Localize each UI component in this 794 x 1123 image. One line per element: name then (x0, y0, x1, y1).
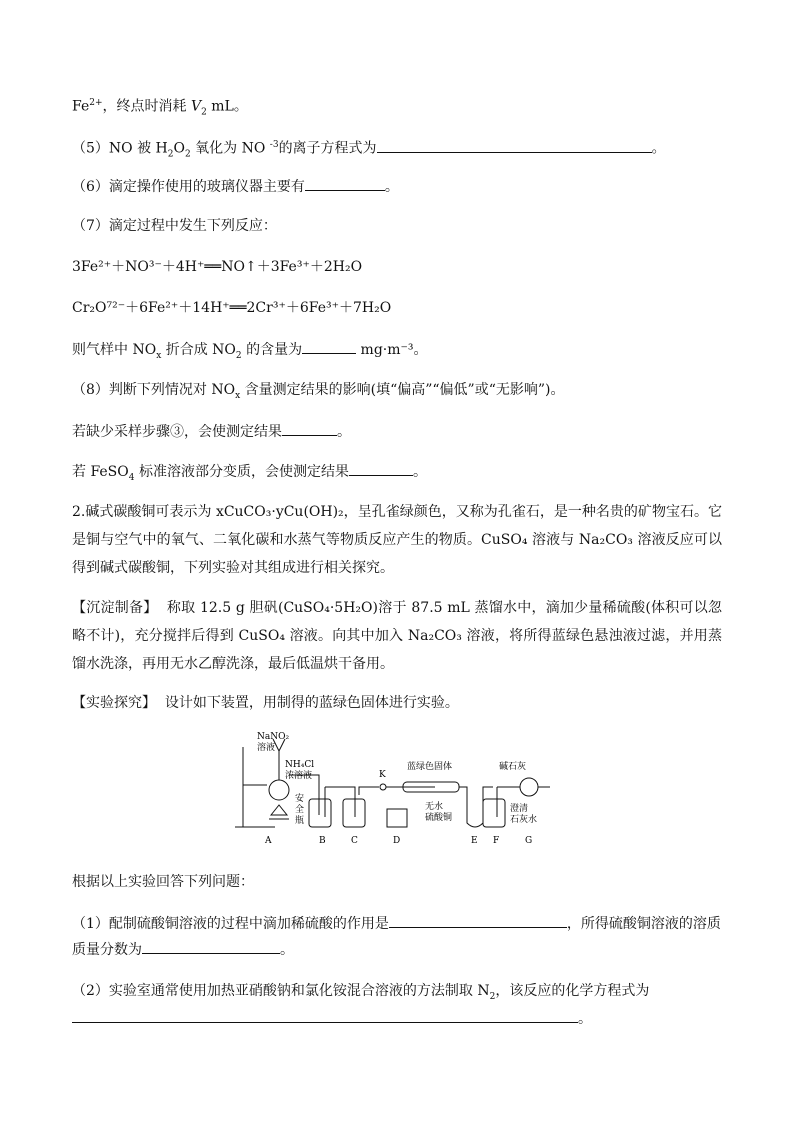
sub: 2 (489, 991, 496, 1002)
text: O (173, 140, 185, 157)
text: 质量分数为 (72, 942, 142, 958)
text-line-fe (72, 93, 248, 122)
text: 。 (280, 942, 294, 958)
answer-question-1-line2 (72, 939, 294, 960)
text: 。 (384, 179, 399, 195)
letter-d: D (393, 836, 401, 846)
label-nh4cl-solution: 浓溶液 (285, 771, 313, 781)
text: （5）NO 被 H (72, 140, 168, 157)
text: 。 (651, 140, 666, 157)
sub: x (235, 390, 241, 401)
sup: 2+ (89, 98, 103, 108)
text: ，终点时消耗 (102, 98, 191, 115)
text: 则气样中 NO (72, 342, 157, 358)
text: Cr₂O⁷²⁻＋6Fe²⁺＋14H⁺══2Cr³⁺＋6Fe³⁺＋7H₂O (72, 300, 392, 316)
experiment-section (72, 689, 722, 717)
sub: x (156, 350, 162, 361)
bottle-b (309, 799, 331, 827)
section-tag: 【沉淀制备】 (72, 600, 158, 616)
content-line (72, 339, 428, 366)
text: 3Fe²⁺＋NO³⁻＋4H⁺══NO↑＋3Fe³⁺＋2H₂O (72, 259, 363, 275)
sub: 2 (201, 107, 207, 118)
label-nano2: NaNO₂ (257, 732, 290, 742)
answer-question-1 (72, 913, 721, 934)
text: 。 (337, 424, 351, 440)
sup: -3 (269, 140, 279, 150)
text: （7）滴定过程中发生下列反应： (72, 218, 277, 234)
sub: 2 (167, 149, 174, 160)
flask-a (269, 780, 289, 800)
answer-blank[interactable] (349, 461, 413, 476)
burner (271, 805, 287, 815)
label-soda-lime: 碱石灰 (499, 762, 527, 772)
label-copper-sulfate: 硫酸铜 (425, 813, 453, 823)
text: （1）配制硫酸铜溶液的过程中滴加稀硫酸的作用是 (72, 916, 389, 932)
letter-b: B (319, 836, 326, 846)
question-8 (72, 380, 565, 406)
question-8b (72, 461, 427, 488)
text: 折合成 NO (161, 342, 236, 358)
bottle-c (343, 799, 365, 827)
u-tube-e (459, 787, 493, 827)
label-k: K (379, 770, 386, 780)
text: （8）判断下列情况对 NO (72, 382, 236, 398)
answer-question-2-line2 (72, 1008, 592, 1029)
question-6 (72, 176, 399, 197)
letter-g: G (525, 836, 533, 846)
text: （2）实验室通常使用加热亚硝酸钠和氯化铵混合溶液的方法制取 N (72, 983, 490, 999)
label-nh4cl: NH₄Cl (285, 760, 315, 770)
text: ，所得硫酸铜溶液的溶质 (566, 916, 721, 932)
text: （6）滴定操作使用的玻璃仪器主要有 (72, 179, 305, 195)
equation-1 (72, 257, 362, 277)
label-anhydrous: 无水 (425, 802, 444, 812)
text: 若 FeSO (72, 464, 129, 480)
answer-blank[interactable] (302, 339, 356, 354)
text: 根据以上实验回答下列问题： (72, 874, 254, 890)
label-limewater-2: 石灰水 (510, 815, 538, 825)
label-safety-2: 全 (295, 805, 305, 815)
label-safety-3: 瓶 (295, 816, 305, 826)
text: 。 (412, 464, 427, 480)
text: mg·m⁻³。 (356, 342, 428, 358)
equation-2 (72, 298, 391, 318)
problem-2-intro (72, 498, 722, 582)
drying-tube-g (520, 778, 538, 796)
burner-d (387, 809, 407, 827)
answer-blank[interactable] (72, 1008, 578, 1023)
answer-blank[interactable] (282, 421, 337, 436)
answer-blank[interactable] (389, 913, 567, 928)
text: 设计如下装置，用制得的蓝绿色固体进行实验。 (164, 695, 459, 711)
text: 称取 12.5 g 胆矾(CuSO₄·5H₂O)溶于 87.5 mL 蒸馏水中，滴加少量稀硫酸(体积可以忽略不计)，充分搅拌后得到 CuSO₄ 溶液。向其中加入 Na₂CO₃ 溶液，将所得蓝绿色悬浊液过滤，并用蒸馏水洗涤，再用无水乙醇洗涤，最后低温烘干备用。 (72, 600, 723, 672)
text: 2.碱式碳酸铜可表示为 xCuCO₃·yCu(OH)₂，呈孔雀绿颜色，又称为孔雀石，是一种名贵的矿物宝石。它是铜与空气中的氧气、二氧化碳和水蒸气等物质反应产生的物质。CuSO₄ 溶液与 Na₂CO₃ 溶液反应可以得到碱式碳酸铜，下列实验对其组成进行相关探究。 (72, 504, 722, 576)
text: 氧化为 NO (190, 140, 270, 157)
letter-f: F (493, 836, 500, 846)
sub: 4 (128, 472, 135, 483)
label-safety-1: 安 (295, 794, 305, 804)
question-5 (72, 135, 666, 164)
text: 含量测定结果的影响(填“偏高”“偏低”或“无影响”)。 (240, 382, 565, 398)
text: ，该反应的化学方程式为 (495, 983, 650, 999)
letter-e: E (471, 836, 478, 846)
section-tag: 【实验探究】 (72, 695, 156, 711)
text: 若缺少采样步骤③，会使测定结果 (72, 424, 282, 440)
apparatus-diagram (235, 727, 555, 849)
valve-k (380, 784, 386, 790)
text: mL。 (206, 98, 248, 115)
letter-c: C (351, 836, 358, 846)
answer-blank[interactable] (377, 138, 652, 153)
bottle-f (483, 799, 505, 827)
label-nano2-solution: 溶液 (257, 743, 276, 753)
text: 。 (578, 1011, 592, 1027)
letter-a: A (265, 836, 272, 846)
sub: 2 (184, 149, 191, 160)
text: 的含量为 (241, 342, 303, 358)
label-limewater-1: 澄清 (510, 804, 529, 814)
answer-intro (72, 872, 254, 892)
question-8a (72, 421, 351, 442)
answer-blank[interactable] (305, 176, 385, 191)
sub: 2 (235, 350, 242, 361)
precipitation-section (72, 594, 722, 678)
answer-question-2 (72, 981, 649, 1007)
text: 的离子方程式为 (278, 140, 377, 157)
answer-blank[interactable] (142, 939, 280, 954)
variable: V (190, 98, 202, 115)
question-7 (72, 216, 277, 236)
label-blue-green-solid: 蓝绿色固体 (407, 762, 453, 772)
text: Fe (72, 98, 90, 115)
text: 标准溶液部分变质，会使测定结果 (134, 464, 349, 480)
